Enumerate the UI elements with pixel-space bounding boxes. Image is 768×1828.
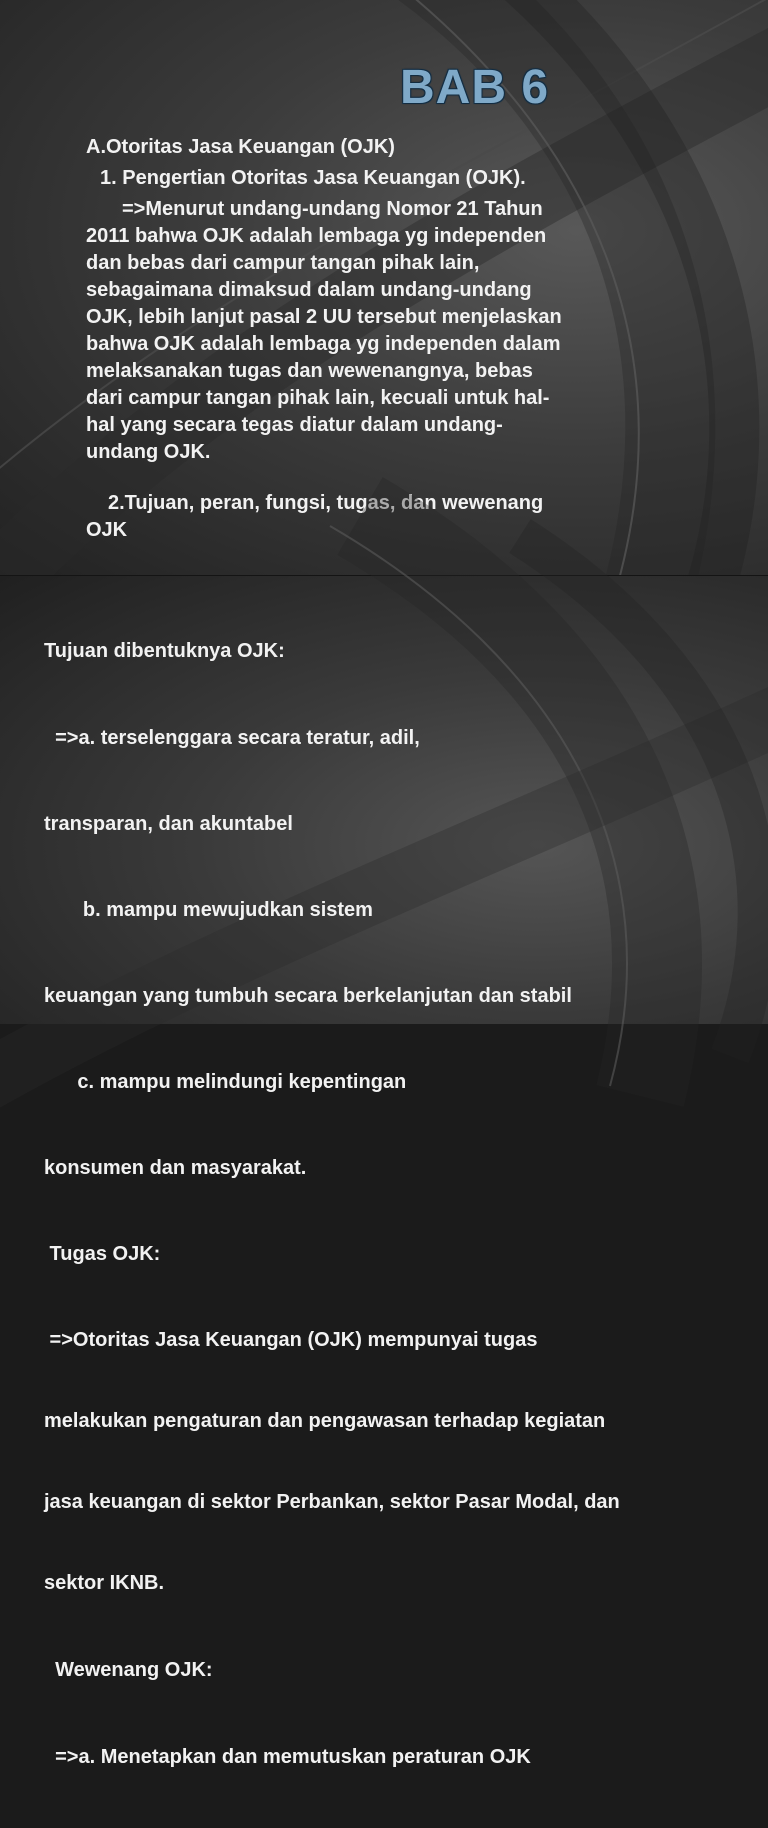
heading-a: A.Otoritas Jasa Keuangan (OJK) bbox=[86, 136, 395, 158]
paragraph-line: bahwa OJK adalah lembaga yg independen dalam bbox=[86, 333, 561, 355]
paragraph-line: hal yang secara tegas diatur dalam undang- bbox=[86, 414, 503, 436]
paragraph-line: melaksanakan tugas dan wewenangnya, bebas bbox=[86, 360, 533, 382]
paragraph-line: dari campur tangan pihak lain, kecuali untuk hal- bbox=[86, 387, 550, 409]
paragraph-line: dan bebas dari campur tangan pihak lain, bbox=[86, 252, 480, 274]
tugas-heading: Tugas OJK: bbox=[44, 1243, 161, 1265]
tugas-line: melakukan pengaturan dan pengawasan terhadap kegiatan bbox=[44, 1410, 606, 1432]
heading-2-line: 2.Tujuan, peran, fungsi, tugas, dan wewenang bbox=[108, 492, 544, 514]
tujuan-item-b: b. mampu mewujudkan sistem bbox=[44, 899, 373, 921]
tujuan-item-a-cont: transparan, dan akuntabel bbox=[44, 813, 293, 835]
paragraph-line: OJK, lebih lanjut pasal 2 UU tersebut menjelaskan bbox=[86, 306, 562, 328]
tujuan-heading: Tujuan dibentuknya OJK: bbox=[44, 640, 285, 662]
tujuan-item-c-cont: konsumen dan masyarakat. bbox=[44, 1157, 307, 1179]
slide-title: BAB 6 bbox=[400, 61, 550, 114]
heading-2-line: OJK bbox=[86, 519, 128, 541]
definition-paragraph bbox=[86, 196, 562, 466]
heading-1: 1. Pengertian Otoritas Jasa Keuangan (OJK). bbox=[100, 167, 526, 189]
paragraph-line: 2011 bahwa OJK adalah lembaga yg independen bbox=[86, 225, 547, 247]
wewenang-item-a: =>a. Menetapkan dan memutuskan peraturan OJK bbox=[44, 1746, 531, 1768]
tugas-line: =>Otoritas Jasa Keuangan (OJK) mempunyai tugas bbox=[44, 1329, 538, 1351]
tugas-line: sektor IKNB. bbox=[44, 1572, 165, 1594]
spacer bbox=[86, 466, 562, 490]
heading-2 bbox=[86, 490, 562, 544]
tugas-line: jasa keuangan di sektor Perbankan, sektor Pasar Modal, dan bbox=[44, 1491, 620, 1513]
paragraph-line: =>Menurut undang-undang Nomor 21 Tahun bbox=[122, 198, 543, 220]
tujuan-item-a: =>a. terselenggara secara teratur, adil, bbox=[44, 727, 420, 749]
slide-2 bbox=[0, 576, 768, 1768]
wewenang-heading: Wewenang OJK: bbox=[44, 1659, 213, 1681]
paragraph-line: sebagaimana dimaksud dalam undang-undang bbox=[86, 279, 532, 301]
paragraph-line: undang OJK. bbox=[86, 441, 211, 463]
tujuan-item-c: c. mampu melindungi kepentingan bbox=[44, 1071, 407, 1093]
slide-1-body bbox=[86, 134, 562, 544]
tujuan-item-b-cont: keuangan yang tumbuh secara berkelanjutan dan stabil bbox=[44, 985, 572, 1007]
slide-2-body bbox=[44, 584, 620, 1828]
